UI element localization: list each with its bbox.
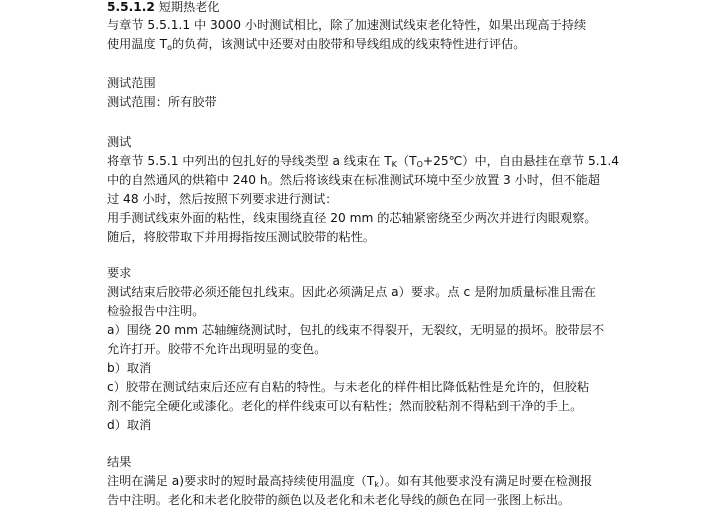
scope-heading: 测试范围	[107, 76, 156, 90]
test-line-5: 随后，将胶带取下并用拇指按压测试胶带的粘性。	[107, 230, 376, 244]
requirements-line-7: 剂不能完全硬化或漆化。老化的样件线束可以有粘性；然而胶粘剂不得粘到干净的手上。	[107, 399, 583, 413]
requirements-line-3: a）围绕 20 mm 芯轴缠绕测试时，包扎的线束不得裂开，无裂纹，无明显的损坏。胶带层不	[107, 323, 605, 337]
requirements-line-6: c）胶带在测试结束后还应有自粘的特性。与未老化的样件相比降低粘性是允许的，但胶粘	[107, 380, 590, 394]
requirements-line-1: 测试结束后胶带必须还能包扎线束。因此必须满足点 a）要求。点 c 是附加质量标准且需在	[107, 285, 596, 299]
requirements-line-8: d）取消	[107, 418, 152, 432]
requirements-line-4: 允许打开。胶带不允许出现明显的变色。	[107, 342, 327, 356]
test-heading: 测试	[107, 135, 132, 149]
section-heading	[107, 0, 220, 17]
result-heading: 结果	[107, 455, 132, 469]
requirements-heading: 要求	[107, 266, 132, 280]
intro-line-1: 与章节 5.5.1.1 中 3000 小时测试相比，除了加速测试线束老化特性，如果出现高于持续	[107, 18, 587, 32]
section-title: 短期热老化	[158, 0, 220, 14]
section-number: 5.5.1.2	[107, 0, 155, 14]
test-line-4: 用手测试线束外面的粘性，线束围绕直径 20 mm 的芯轴紧密绕至少两次并进行肉眼观察。	[107, 211, 597, 225]
test-line-1: 将章节 5.5.1 中列出的包扎好的导线类型 a 线束在 $T_K(T_O+25℃)$中，自由悬挂在章节 5.1.4	[107, 154, 620, 169]
result-line-2: 告中注明。老化和未老化胶带的颜色以及老化和未老化导线的颜色在同一张图上标出。	[107, 493, 571, 507]
result-line-1: 注明在满足 a)要求时的短时最高持续使用温度$(T_k)$。如有其他要求没有满足时要在检测报	[107, 474, 593, 489]
requirements-line-2: 检验报告中注明。	[107, 304, 205, 318]
requirements-line-5: b）取消	[107, 361, 152, 375]
intro-line-2: 使用温度 $T_o$的负荷，该测试中还要对由胶带和导线组成的线束特性进行评估。	[107, 37, 526, 52]
scope-text: 测试范围：所有胶带	[107, 95, 217, 109]
test-line-3: 过 48 小时，然后按照下列要求进行测试：	[107, 192, 338, 206]
test-line-2: 中的自然通风的烘箱中 240 h。然后将该线束在标准测试环境中至少放置 3 小时，但不能超	[107, 173, 600, 187]
